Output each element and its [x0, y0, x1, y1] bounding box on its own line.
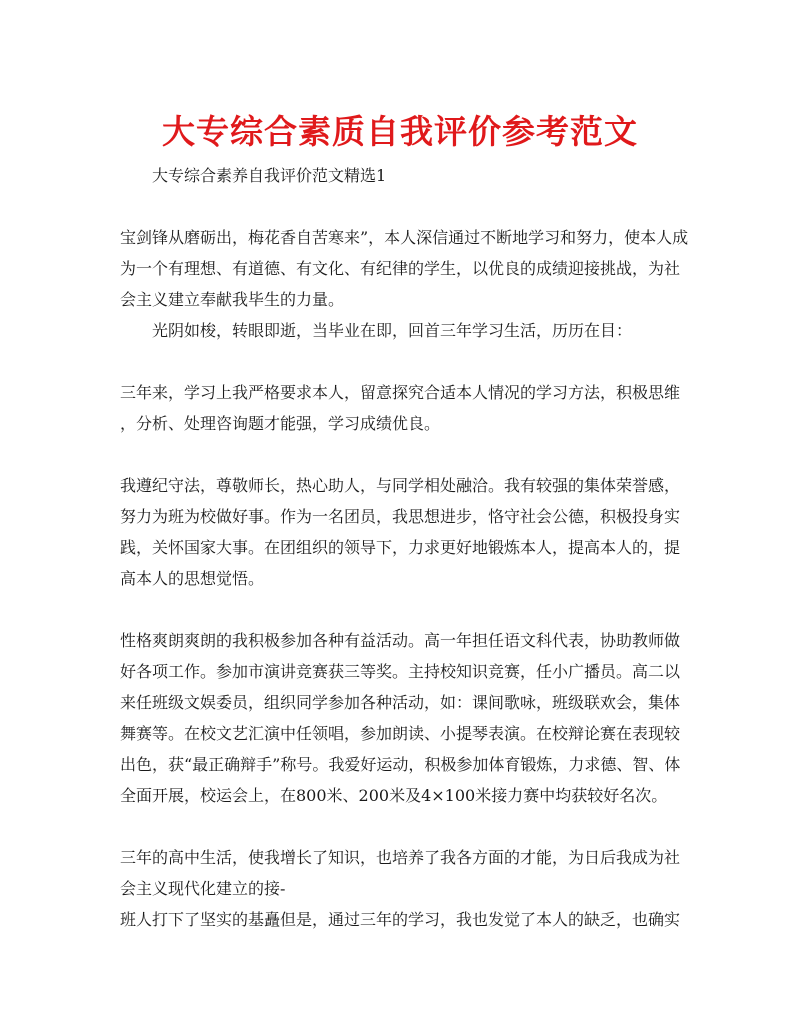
text-line: 光阴如梭，转眼即逝，当毕业在即，回首三年学习生活，历历在目：	[152, 321, 633, 340]
text-line: 三年的高中生活，使我增长了知识，也培养了我各方面的才能，为日后我成为社	[120, 848, 681, 867]
document-title: 大专综合素质自我评价参考范文	[162, 112, 638, 151]
text-line: 舞赛等。在校文艺汇演中任领唱，参加朗读、小提琴表演。在校辩论赛在表现较	[120, 724, 681, 743]
text-line: 来任班级文娱委员，组织同学参加各种活动，如：课间歌咏，班级联欢会，集体	[120, 693, 681, 712]
text-line: 好各项工作。参加市演讲竞赛获三等奖。主持校知识竞赛，任小广播员。高二以	[120, 662, 681, 681]
text-line: 为一个有理想、有道德、有文化、有纪律的学生，以优良的成绩迎接挑战，为社	[120, 259, 681, 278]
text-line: 性格爽朗爽朗的我积极参加各种有益活动。高一年担任语文科代表，协助教师做	[120, 631, 681, 650]
text-line: ，分析、处理咨询题才能强，学习成绩优良。	[120, 414, 441, 433]
subtitle: 大专综合素养自我评价范文精选1	[152, 166, 387, 185]
text-line: 出色，获“最正确辩手”称号。我爱好运动，积极参加体育锻炼，力求德、智、体	[120, 755, 681, 774]
text-line: 努力为班为校做好事。作为一名团员，我思想进步，恪守社会公德，积极投身实	[120, 507, 681, 526]
text-line: 三年来，学习上我严格要求本人，留意探究合适本人情况的学习方法，积极思维	[120, 383, 681, 402]
text-line: 践，关怀国家大事。在团组织的领导下，力求更好地锻炼本人，提高本人的，提	[120, 538, 681, 557]
text-line: 我遵纪守法，尊敬师长，热心助人，与同学相处融洽。我有较强的集体荣誉感，	[120, 476, 681, 495]
text-line: 会主义现代化建立的接-	[120, 879, 286, 898]
text-line: 宝剑锋从磨砺出，梅花香自苦寒来”，本人深信通过不断地学习和努力，使本人成	[120, 228, 689, 247]
text-line: 班人打下了坚实的基矗但是，通过三年的学习，我也发觉了本人的缺乏，也确实	[120, 910, 681, 929]
text-line: 全面开展，校运会上，在800米、200米及4×100米接力赛中均获较好名次。	[120, 786, 668, 805]
text-line: 会主义建立奉献我毕生的力量。	[120, 290, 345, 309]
text-line: 高本人的思想觉悟。	[120, 569, 265, 588]
